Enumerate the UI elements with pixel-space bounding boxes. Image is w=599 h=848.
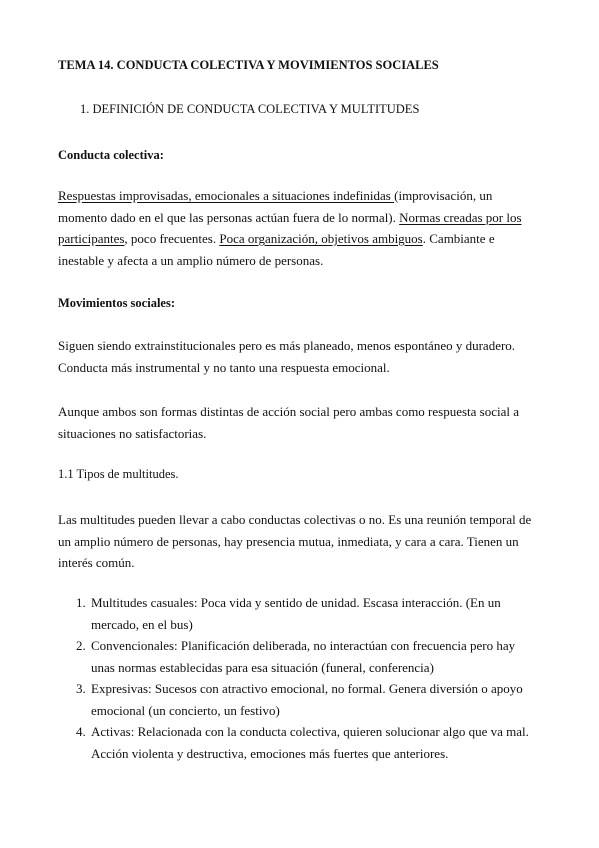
section-title: DEFINICIÓN DE CONDUCTA COLECTIVA Y MULTITUDES (92, 102, 420, 116)
list-item (58, 678, 540, 721)
section-heading (80, 100, 562, 118)
text-segment: (improvisación, un momento dado en el que las personas actúan fuera de lo normal). (58, 188, 493, 225)
comparison-paragraph: Aunque ambos son formas distintas de acción social pero ambas como respuesta social a situaciones no satisfactorias. (58, 404, 520, 441)
text-segment: . Cambiante e inestable y afecta a un amplio número de personas. (58, 231, 495, 268)
movimientos-sociales-heading: Movimientos sociales: (58, 296, 175, 310)
list-number: 2. (76, 638, 86, 653)
underlined-phrase-respuestas: Respuestas improvisadas, emocionales a situaciones indefinidas (58, 188, 395, 203)
list-item-text: Expresivas: Sucesos con atractivo emocional, no formal. Genera diversión o apoyo emocional (un concierto, un festivo) (91, 681, 523, 718)
list-number: 4. (76, 724, 86, 739)
tipos-multitudes-heading: 1.1 Tipos de multitudes. (58, 467, 179, 481)
multitudes-types-list (58, 592, 540, 764)
conducta-colectiva-paragraph (58, 185, 540, 271)
multitudes-intro-paragraph: Las multitudes pueden llevar a cabo conductas colectivas o no. Es una reunión temporal de un amplio número de personas, hay presencia mutua, inmediata, y cara a cara. Tienen un interés común. (58, 512, 532, 570)
underlined-phrase-normas: Normas creadas por los participantes (58, 209, 522, 246)
list-item (58, 635, 540, 678)
list-item (58, 721, 540, 764)
section-number: 1. (80, 102, 90, 116)
list-item (58, 592, 540, 635)
underlined-phrase-organizacion: Poca organización, objetivos ambiguos (219, 231, 423, 246)
document-title: TEMA 14. CONDUCTA COLECTIVA Y MOVIMIENTOS SOCIALES (58, 58, 439, 72)
list-number: 3. (76, 681, 86, 696)
text-segment: , poco frecuentes. (124, 231, 220, 246)
conducta-colectiva-heading: Conducta colectiva: (58, 148, 164, 162)
list-item-text: Convencionales: Planificación deliberada, no interactúan con frecuencia pero hay unas normas establecidas para esa situación (funeral, conferencia) (91, 638, 516, 675)
movimientos-sociales-paragraph: Siguen siendo extrainstitucionales pero es más planeado, menos espontáneo y duradero. Conducta más instrumental y no tanto una respuesta emocional. (58, 338, 516, 375)
list-number: 1. (76, 595, 86, 610)
list-item-text: Multitudes casuales: Poca vida y sentido de unidad. Escasa interacción. (En un mercado, en el bus) (91, 595, 501, 632)
list-item-text: Activas: Relacionada con la conducta colectiva, quieren solucionar algo que va mal. Acción violenta y destructiva, emociones más fuertes que anteriores. (91, 724, 529, 761)
